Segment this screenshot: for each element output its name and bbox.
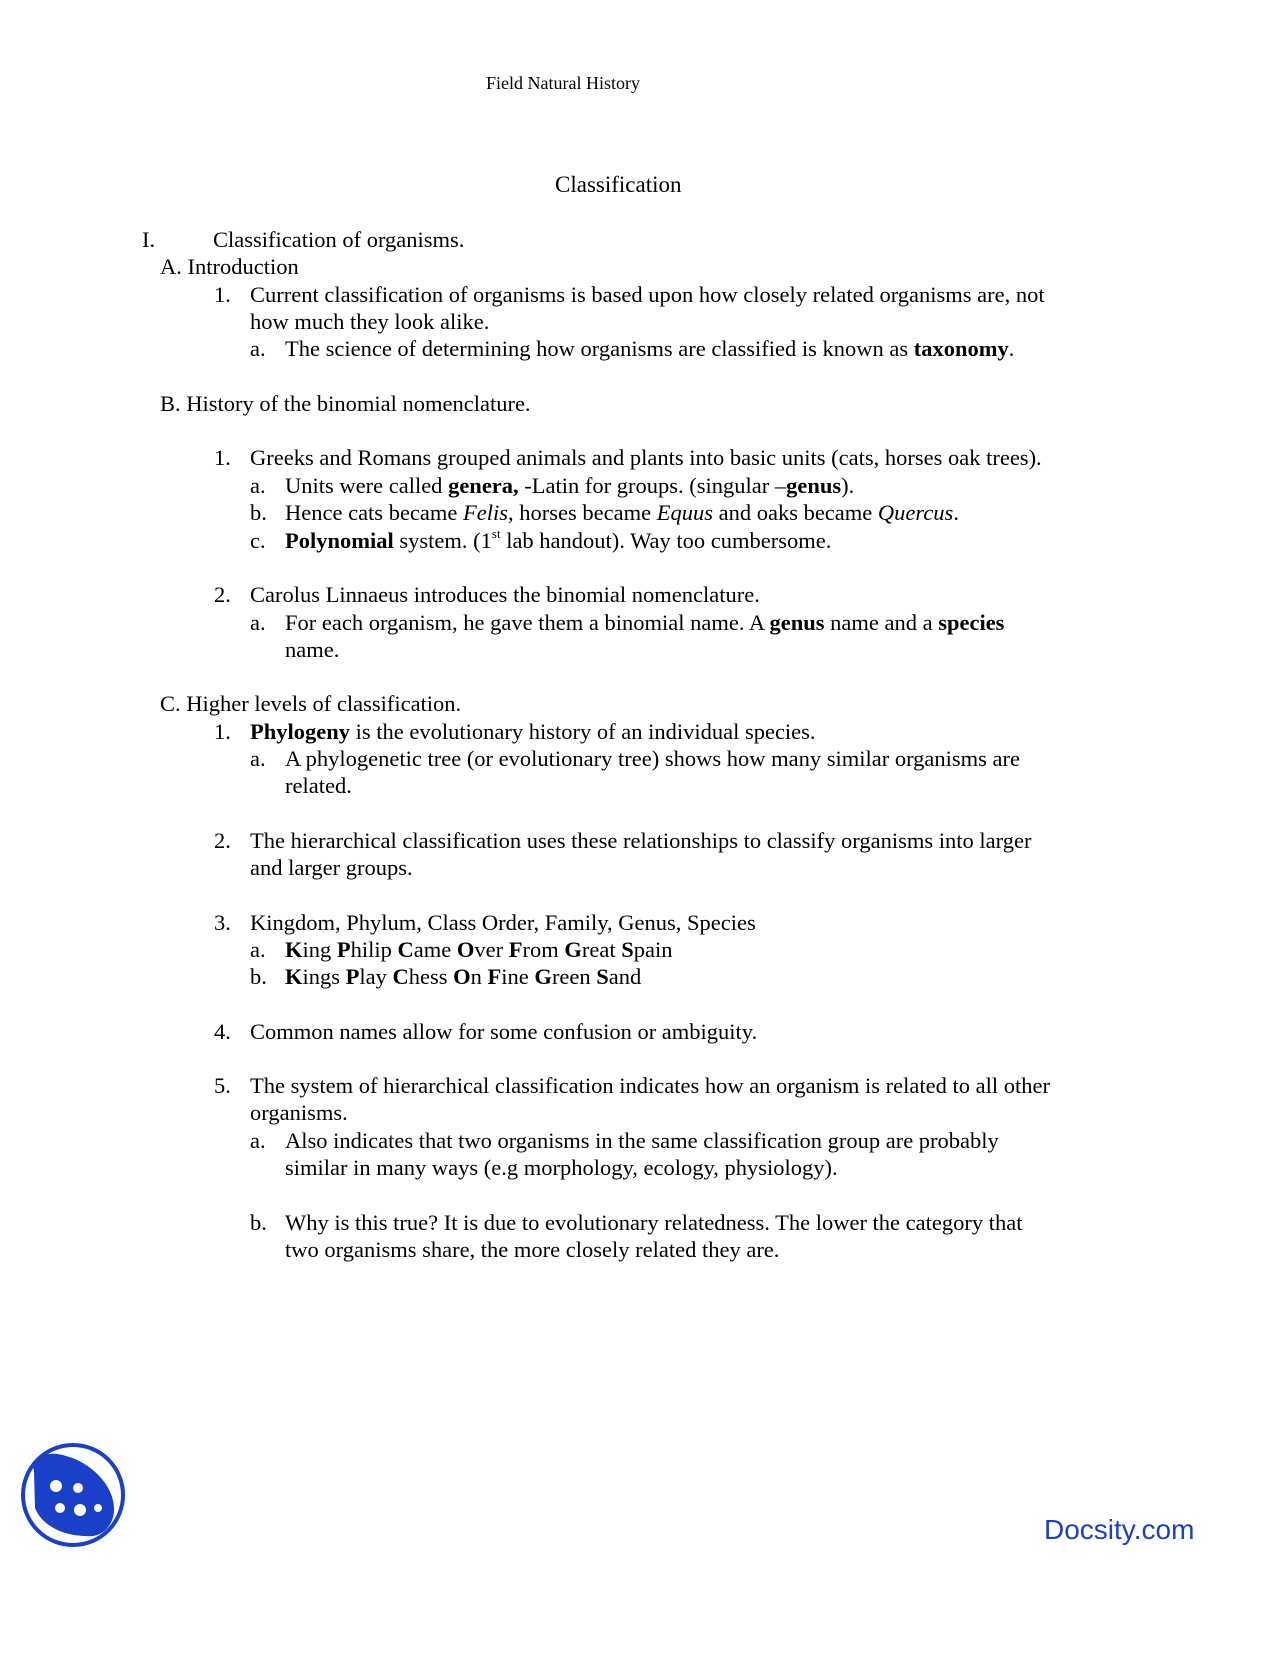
list-item: Current classification of organisms is based upon how closely related organisms are, not <box>250 282 1045 307</box>
outline-marker: 2. <box>214 582 231 607</box>
list-item: Kingdom, Phylum, Class Order, Family, Genus, Species <box>250 910 756 935</box>
list-item: The hierarchical classification uses these relationships to classify organisms into larger <box>250 828 1032 853</box>
outline-marker: a. <box>250 610 266 635</box>
list-item: Hence cats became Felis, horses became Equus and oaks became Quercus. <box>285 500 959 525</box>
list-item: Polynomial system. (1st lab handout). Way too cumbersome. <box>285 525 832 553</box>
list-item-continued: how much they look alike. <box>250 309 490 334</box>
outline-marker: b. <box>250 964 267 989</box>
subsection-heading: B. History of the binomial nomenclature. <box>160 391 531 416</box>
outline-marker: 1. <box>214 719 231 744</box>
outline-marker: b. <box>250 1210 267 1235</box>
list-item-continued: name. <box>285 637 340 662</box>
list-item: Phylogeny is the evolutionary history of an individual species. <box>250 719 816 744</box>
list-item-continued: organisms. <box>250 1100 348 1125</box>
page-title: Classification <box>555 172 682 197</box>
list-item: For each organism, he gave them a binomial name. A genus name and a species <box>285 610 1005 635</box>
outline-marker: 1. <box>214 282 231 307</box>
list-item: Carolus Linnaeus introduces the binomial nomenclature. <box>250 582 760 607</box>
outline-marker: a. <box>250 336 266 361</box>
outline-marker: b. <box>250 500 267 525</box>
mnemonic-line: King Philip Came Over From Great Spain <box>285 937 673 962</box>
list-item: Greeks and Romans grouped animals and plants into basic units (cats, horses oak trees). <box>250 445 1042 470</box>
section-heading: Classification of organisms. <box>213 227 465 252</box>
list-item: A phylogenetic tree (or evolutionary tree) shows how many similar organisms are <box>285 746 1021 771</box>
list-item: Also indicates that two organisms in the same classification group are probably <box>285 1128 999 1153</box>
list-item-continued: and larger groups. <box>250 855 413 880</box>
outline-marker: a. <box>250 937 266 962</box>
outline-marker: 3. <box>214 910 231 935</box>
subsection-heading: C. Higher levels of classification. <box>160 691 462 716</box>
docsity-watermark[interactable]: Docsity.com <box>1044 1514 1195 1545</box>
outline-marker: 2. <box>214 828 231 853</box>
document-header: Field Natural History <box>486 73 640 93</box>
subsection-heading: A. Introduction <box>160 254 299 279</box>
outline-marker: 1. <box>214 445 231 470</box>
outline-marker: 4. <box>214 1019 231 1044</box>
list-item-continued: similar in many ways (e.g morphology, ecology, physiology). <box>285 1155 838 1180</box>
outline-marker: a. <box>250 746 266 771</box>
list-item: The system of hierarchical classification indicates how an organism is related to all other <box>250 1073 1050 1098</box>
outline-marker: a. <box>250 473 266 498</box>
outline-marker: a. <box>250 1128 266 1153</box>
mnemonic-line: Kings Play Chess On Fine Green Sand <box>285 964 642 989</box>
list-item: The science of determining how organisms are classified is known as taxonomy. <box>285 336 1015 361</box>
outline-marker: 5. <box>214 1073 231 1098</box>
list-item: Why is this true? It is due to evolutionary relatedness. The lower the category that <box>285 1210 1023 1235</box>
docsity-logo-icon <box>20 1442 126 1548</box>
list-item: Common names allow for some confusion or ambiguity. <box>250 1019 758 1044</box>
list-item-continued: related. <box>285 773 352 798</box>
outline-marker: c. <box>250 528 266 553</box>
list-item-continued: two organisms share, the more closely related they are. <box>285 1237 780 1262</box>
list-item: Units were called genera, -Latin for groups. (singular –genus). <box>285 473 855 498</box>
outline-marker: I. <box>142 227 156 252</box>
